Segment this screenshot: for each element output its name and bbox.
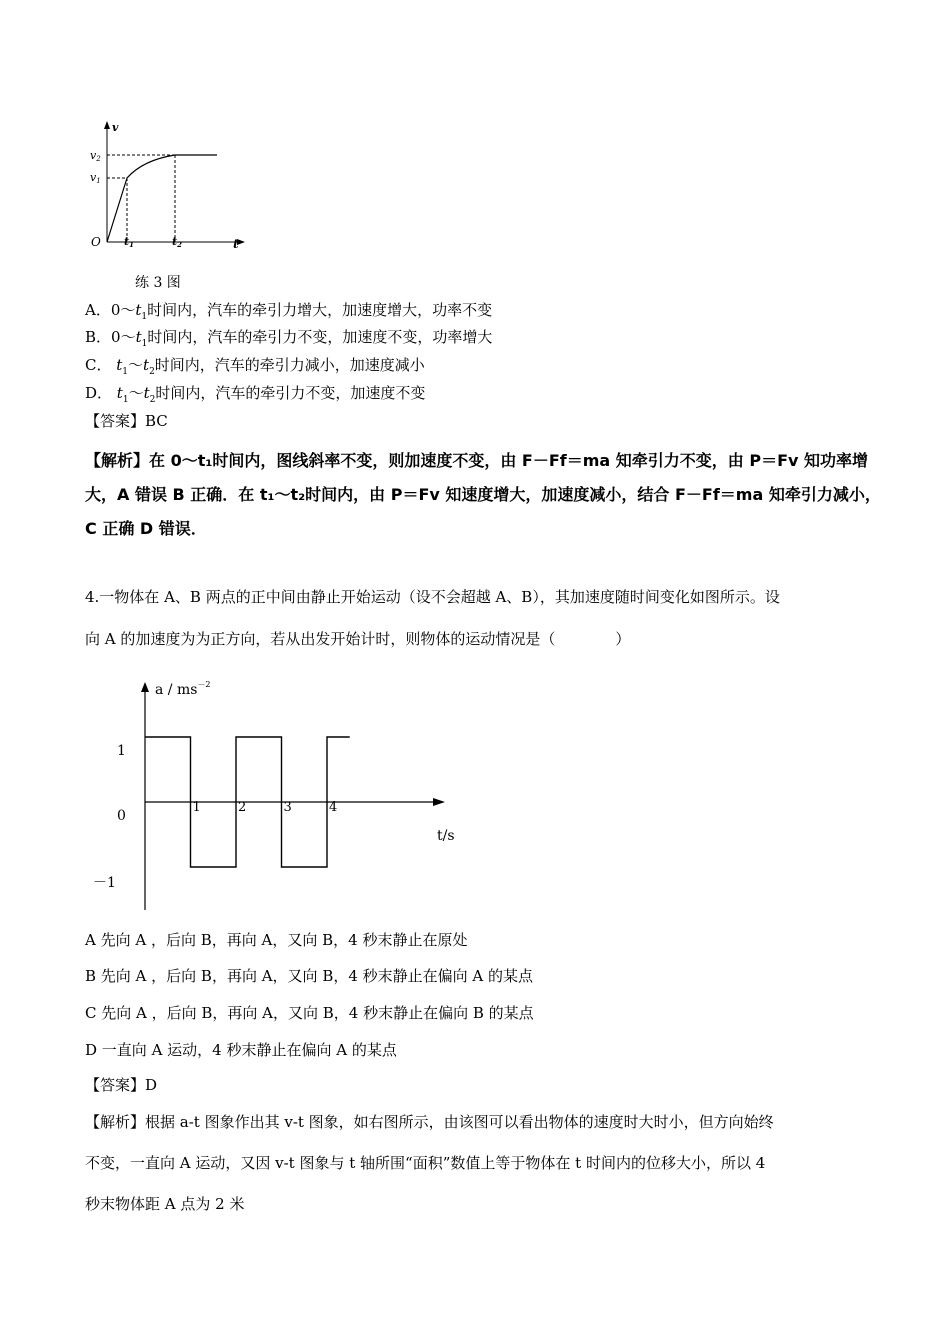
q3-option-d: D． $t_1\sim t_2$时间内，汽车的牵引力不变，加速度不变 — [85, 384, 426, 405]
q3-answer: 【答案】BC — [85, 412, 168, 430]
origin-label: O — [91, 235, 101, 249]
velocity-curve — [107, 155, 217, 242]
q4-analysis-line-3: 秒末物体距 A 点为 2 米 — [85, 1195, 245, 1213]
y-tick-label: 1 — [117, 743, 126, 759]
q4-analysis-line-1: 【解析】根据 a-t 图象作出其 v-t 图象，如右图所示，由该图可以看出物体的速度时大时小，但方向始终 — [85, 1113, 774, 1131]
y-axis-arrow — [141, 682, 149, 692]
figure-caption: 练 3 图 — [135, 275, 181, 291]
x-tick-label: 4 — [329, 800, 338, 815]
y-axis-label: a / $ms^{-2}$ — [155, 680, 211, 698]
q3-analysis-line-2: 大，A 错误 B 正确．在 t₁～t₂时间内，由 P＝Fv 知速度增大，加速度减小，结合 F－Ff＝ma 知牵引力减小， — [85, 485, 881, 504]
x-tick-label: 1 — [192, 800, 201, 815]
x-axis-arrow — [433, 798, 445, 806]
q3-option-c: C． $t_1\sim t_2$时间内，汽车的牵引力减小，加速度减小 — [85, 356, 425, 377]
q4-option-a: A 先向 A ，后向 B，再向 A，又向 B，4 秒末静止在原处 — [85, 931, 468, 949]
x-axis-label: t/s — [437, 828, 455, 844]
q4-answer: 【答案】D — [85, 1076, 158, 1094]
q4-option-d: D 一直向 A 运动，4 秒末静止在偏向 A 的某点 — [85, 1041, 397, 1059]
x-tick-label: 2 — [238, 800, 247, 815]
t2-label: t2 — [172, 235, 182, 249]
q3-option-b: B．$0\sim t_1$时间内，汽车的牵引力不变，加速度不变，功率增大 — [85, 328, 493, 349]
q3-option-a: A．$0\sim t_1$时间内，汽车的牵引力增大，加速度增大，功率不变 — [85, 301, 493, 322]
q4-stem-line-2: 向 A 的加速度为为正方向，若从出发开始计时，则物体的运动情况是（ ） — [85, 630, 631, 648]
q4-option-b: B 先向 A ，后向 B，再向 A，又向 B，4 秒末静止在偏向 A 的某点 — [85, 967, 534, 985]
v-axis-arrow — [104, 121, 110, 129]
q3-analysis-line-1: 【解析】在 0～t₁时间内，图线斜率不变，则加速度不变，由 F－Ff＝ma 知牵引力不变，由 P＝Fv 知功率增 — [85, 451, 869, 470]
q4-stem-line-1: 4.一物体在 A、B 两点的正中间由静止开始运动（设不会超越 A、B），其加速度随时间变化如图所示。设 — [85, 588, 780, 606]
vt-figure — [85, 115, 260, 255]
at-chart — [80, 670, 460, 920]
x-tick-label: 3 — [283, 800, 292, 815]
t-axis-label: t — [233, 237, 239, 251]
y-tick-label: 0 — [117, 808, 126, 824]
q3-analysis-line-3: C 正确 D 错误． — [85, 519, 207, 538]
y-tick-label: －1 — [93, 875, 116, 891]
t1-label: t1 — [124, 235, 134, 249]
v2-label: v2 — [90, 149, 101, 163]
q4-option-c: C 先向 A ，后向 B，再向 A，又向 B，4 秒末静止在偏向 B 的某点 — [85, 1004, 534, 1022]
v1-label: v1 — [90, 171, 101, 185]
v-axis-label: v — [112, 121, 119, 134]
q4-analysis-line-2: 不变，一直向 A 运动，又因 v-t 图象与 t 轴所围“面积”数值上等于物体在 t 时间内的位移大小，所以 4 — [85, 1154, 766, 1172]
